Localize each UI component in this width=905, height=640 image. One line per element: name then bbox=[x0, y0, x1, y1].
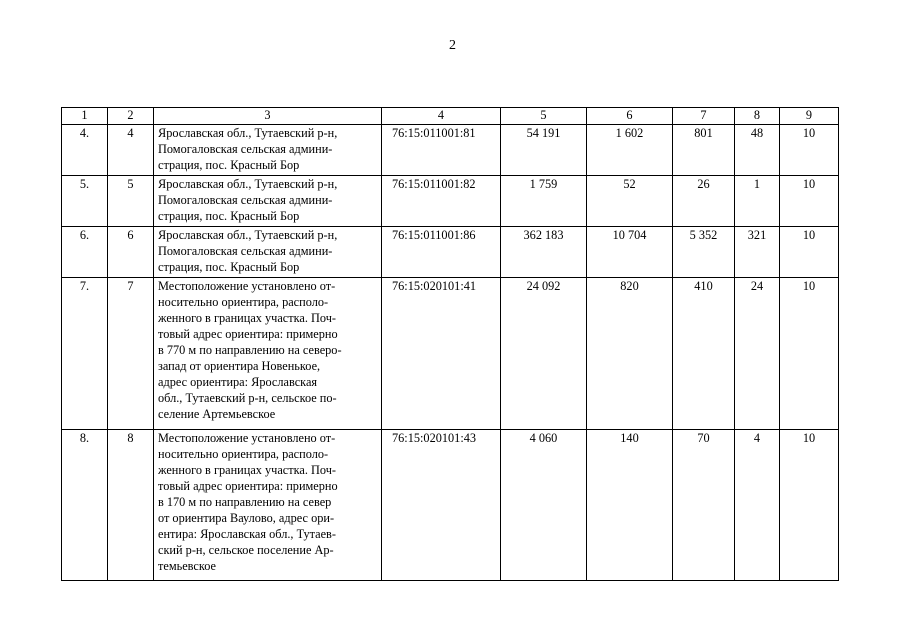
value-cell: 362 183 bbox=[501, 227, 587, 278]
value-cell: 4 060 bbox=[501, 430, 587, 581]
table-header-row bbox=[62, 108, 839, 125]
location-cell: Местоположение установлено от- носительно ориентира, располо- женного в границах участка. Поч- товый адрес ориентира: примерно в 170 м по направлению на север от ориентира Ваулово, адрес ори- ентира: Ярославская обл., Тутаев- ский р-н, сельское поселение Ар- темьевское bbox=[154, 430, 382, 581]
table-row bbox=[62, 176, 839, 227]
land-plots-table bbox=[61, 107, 839, 581]
value-cell: 10 bbox=[780, 125, 839, 176]
value-cell: 140 bbox=[587, 430, 673, 581]
value-cell: 52 bbox=[587, 176, 673, 227]
location-cell: Ярославская обл., Тутаевский р-н, Помогаловская сельская админи- страция, пос. Красный Бор bbox=[154, 227, 382, 278]
value-cell: 1 602 bbox=[587, 125, 673, 176]
page-number: 2 bbox=[449, 38, 456, 53]
value-cell: 10 704 bbox=[587, 227, 673, 278]
column-header: 6 bbox=[587, 108, 673, 125]
value-cell: 70 bbox=[673, 430, 735, 581]
location-cell: Ярославская обл., Тутаевский р-н, Помогаловская сельская админи- страция, пос. Красный Бор bbox=[154, 125, 382, 176]
value-cell: 4 bbox=[735, 430, 780, 581]
column-header: 1 bbox=[62, 108, 108, 125]
plot-number-cell: 4 bbox=[108, 125, 154, 176]
value-cell: 10 bbox=[780, 227, 839, 278]
column-header: 3 bbox=[154, 108, 382, 125]
plot-number-cell: 5 bbox=[108, 176, 154, 227]
table-row bbox=[62, 278, 839, 430]
column-header: 7 bbox=[673, 108, 735, 125]
value-cell: 26 bbox=[673, 176, 735, 227]
plot-number-cell: 7 bbox=[108, 278, 154, 430]
column-header: 2 bbox=[108, 108, 154, 125]
value-cell: 820 bbox=[587, 278, 673, 430]
plot-number-cell: 6 bbox=[108, 227, 154, 278]
value-cell: 10 bbox=[780, 430, 839, 581]
value-cell: 1 759 bbox=[501, 176, 587, 227]
value-cell: 48 bbox=[735, 125, 780, 176]
location-cell: Местоположение установлено от- носительно ориентира, располо- женного в границах участка. Поч- товый адрес ориентира: примерно в 770 м по направлению на северо- запад от ориентира Новенькое, адрес ориентира: Ярославская обл., Тутаевский р-н, сельское по- селение Артемьевское bbox=[154, 278, 382, 430]
cadastral-number-cell: 76:15:020101:43 bbox=[382, 430, 501, 581]
row-number-cell: 6. bbox=[62, 227, 108, 278]
value-cell: 321 bbox=[735, 227, 780, 278]
row-number-cell: 8. bbox=[62, 430, 108, 581]
value-cell: 24 092 bbox=[501, 278, 587, 430]
cadastral-number-cell: 76:15:011001:86 bbox=[382, 227, 501, 278]
location-cell: Ярославская обл., Тутаевский р-н, Помогаловская сельская админи- страция, пос. Красный Бор bbox=[154, 176, 382, 227]
column-header: 8 bbox=[735, 108, 780, 125]
table-row bbox=[62, 227, 839, 278]
table-row bbox=[62, 430, 839, 581]
row-number-cell: 7. bbox=[62, 278, 108, 430]
value-cell: 54 191 bbox=[501, 125, 587, 176]
cadastral-number-cell: 76:15:020101:41 bbox=[382, 278, 501, 430]
value-cell: 410 bbox=[673, 278, 735, 430]
column-header: 5 bbox=[501, 108, 587, 125]
value-cell: 10 bbox=[780, 278, 839, 430]
plot-number-cell: 8 bbox=[108, 430, 154, 581]
row-number-cell: 4. bbox=[62, 125, 108, 176]
value-cell: 24 bbox=[735, 278, 780, 430]
column-header: 4 bbox=[382, 108, 501, 125]
cadastral-number-cell: 76:15:011001:81 bbox=[382, 125, 501, 176]
value-cell: 801 bbox=[673, 125, 735, 176]
value-cell: 1 bbox=[735, 176, 780, 227]
column-header: 9 bbox=[780, 108, 839, 125]
cadastral-number-cell: 76:15:011001:82 bbox=[382, 176, 501, 227]
row-number-cell: 5. bbox=[62, 176, 108, 227]
value-cell: 10 bbox=[780, 176, 839, 227]
value-cell: 5 352 bbox=[673, 227, 735, 278]
table-row bbox=[62, 125, 839, 176]
